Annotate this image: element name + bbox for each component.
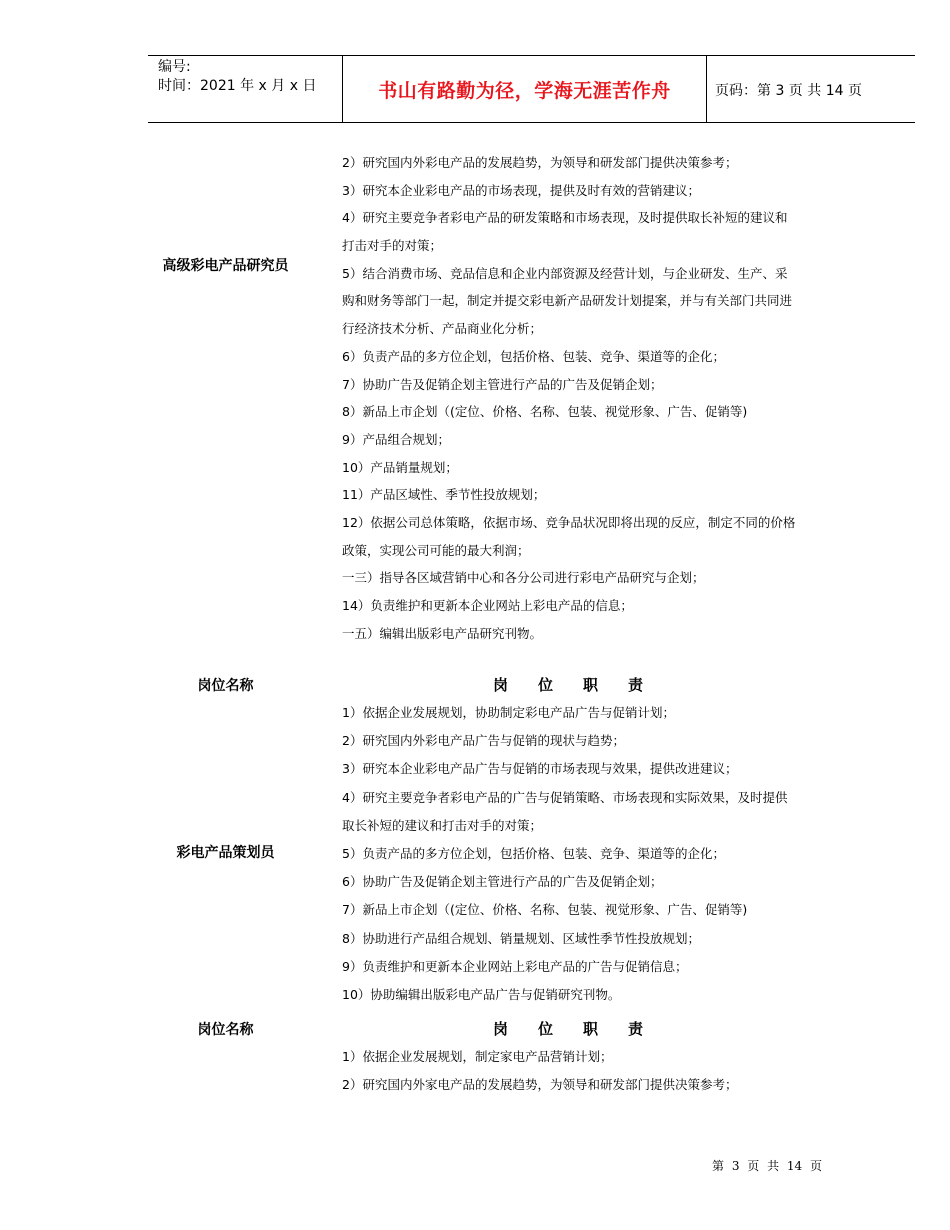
- duty-line: 打击对手的对策；: [342, 238, 443, 254]
- duty-line: 6）协助广告及促销企划主管进行产品的广告及促销企划；: [342, 874, 663, 890]
- duty-line: 12）依据公司总体策略，依据市场、竞争品状况即将出现的反应，制定不同的价格: [342, 514, 796, 530]
- duty-line: 5）结合消费市场、竞品信息和企业内部资源及经营计划，与企业研发、生产、采: [342, 265, 788, 281]
- header-page-label: 页码：第 3 页 共 14 页: [715, 83, 862, 99]
- duty-line: 9）负责维护和更新本企业网站上彩电产品的广告与促销信息；: [342, 958, 688, 974]
- duty-line: 一三）指导各区域营销中心和各分公司进行彩电产品研究与企划；: [342, 570, 705, 586]
- column-header-duties: 岗位职责: [493, 1020, 674, 1038]
- duty-line: 2）研究国内外彩电产品的发展趋势，为领导和研发部门提供决策参考；: [342, 155, 738, 170]
- header-meta: [158, 58, 342, 96]
- duty-list: [342, 699, 857, 1009]
- duty-line: 10）协助编辑出版彩电产品广告与促销研究刊物。: [342, 986, 621, 1002]
- duty-line: 7）新品上市企划（(定位、价格、名称、包装、视觉形象、广告、促销等): [342, 902, 748, 918]
- header-divider: [706, 56, 707, 122]
- duty-line: 8）协助进行产品组合规划、销量规划、区域性季节性投放规划；: [342, 930, 700, 946]
- duty-line: 10）产品销量规划；: [342, 459, 458, 475]
- duty-line: 3）研究本企业彩电产品的市场表现，提供及时有效的营销建议；: [342, 182, 700, 198]
- duty-line: 6）负责产品的多方位企划，包括价格、包装、竞争、渠道等的企化；: [342, 348, 725, 364]
- column-header-duties: 岗位职责: [493, 676, 674, 694]
- duty-line: 3）研究本企业彩电产品广告与促销的市场表现与效果，提供改进建议；: [342, 761, 738, 777]
- number-label: 编号:: [158, 59, 191, 75]
- time-label: 时间：2021 年 x 月 x 日: [158, 78, 317, 94]
- duty-line: 5）负责产品的多方位企划，包括价格、包装、竞争、渠道等的企化；: [342, 845, 725, 861]
- column-header-position: 岗位名称: [197, 1022, 254, 1038]
- duty-line: 政策，实现公司可能的最大利润；: [342, 542, 530, 558]
- duty-line: 一五）编辑出版彩电产品研究刊物。: [342, 625, 543, 641]
- duty-line: 14）负责维护和更新本企业网站上彩电产品的信息；: [342, 598, 633, 613]
- column-header-position: 岗位名称: [197, 678, 254, 694]
- duty-line: 7）协助广告及促销企划主管进行产品的广告及促销企划；: [342, 376, 663, 392]
- duty-line: 1）依据企业发展规划，协助制定彩电产品广告与促销计划；: [342, 705, 675, 720]
- duty-line: 购和财务等部门一起，制定并提交彩电新产品研发计划提案，并与有关部门共同进: [342, 293, 793, 309]
- page-header: [148, 55, 915, 123]
- duty-line: 1）依据企业发展规划，制定家电产品营销计划；: [342, 1049, 613, 1064]
- page-footer: 第 3 页 共 14 页: [712, 1159, 822, 1173]
- duty-line: 2）研究国内外家电产品的发展趋势，为领导和研发部门提供决策参考；: [342, 1077, 738, 1093]
- duty-line: 11）产品区域性、季节性投放规划；: [342, 487, 546, 503]
- duty-list: [342, 1043, 857, 1099]
- duty-line: 4）研究主要竞争者彩电产品的广告与促销策略、市场表现和实际效果，及时提供: [342, 789, 788, 805]
- header-motto: 书山有路勤为径，学海无涯苦作舟: [378, 80, 671, 102]
- role-name: 彩电产品策划员: [176, 845, 275, 861]
- duty-line: 行经济技术分析、产品商业化分析；: [342, 321, 543, 337]
- duty-line: 9）产品组合规划；: [342, 431, 450, 447]
- duty-line: 取长补短的建议和打击对手的对策；: [342, 817, 543, 833]
- duty-line: 4）研究主要竞争者彩电产品的研发策略和市场表现，及时提供取长补短的建议和: [342, 210, 788, 226]
- role-name: 高级彩电产品研究员: [162, 258, 289, 274]
- duty-line: 8）新品上市企划（(定位、价格、名称、包装、视觉形象、广告、促销等): [342, 404, 748, 420]
- duty-line: 2）研究国内外彩电产品广告与促销的现状与趋势；: [342, 733, 625, 749]
- duty-list: [342, 149, 857, 647]
